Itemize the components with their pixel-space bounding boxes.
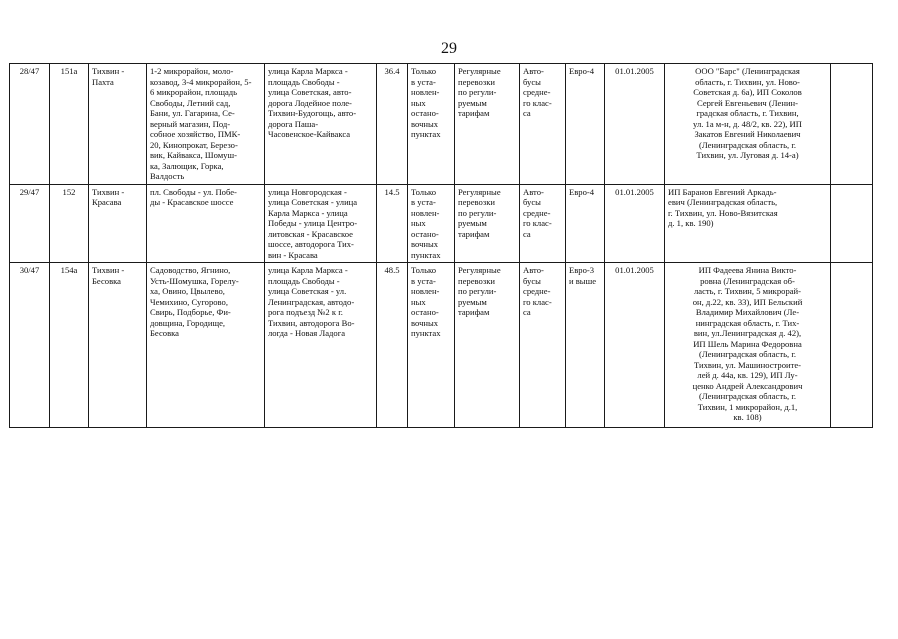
routes-table [9, 63, 873, 428]
stop-order: Только в уста- новлен- ных остано- вочных пунктах [408, 64, 455, 185]
start-date: 01.01.2005 [605, 184, 665, 263]
route-streets: улица Карла Маркса - площадь Свободы - улица Советская, авто- дорога Лодейное поле- Тихвин-Будогощь, авто- дорога Паша- Часовенское-Кайвакса [265, 64, 377, 185]
route-number: 151а [50, 64, 89, 185]
transport-type: Регулярные перевозки по регули- руемым тарифам [455, 184, 520, 263]
route-stops: Садоводство, Ягнино, Усть-Шомушка, Горелу- ха, Овино, Цвылево, Чемихино, Сугорово, Свирь, Подборье, Фи- довщина, Городище, Бесовка [147, 263, 265, 428]
route-streets: улица Карла Маркса - площадь Свободы - улица Советская - ул. Ленинградская, автодо- рога подъезд №2 к г. Тихвин, автодорога Во- логда - Новая Ладога [265, 263, 377, 428]
start-date: 01.01.2005 [605, 64, 665, 185]
route-stops: 1-2 микрорайон, моло- козавод, 3-4 микрорайон, 5- 6 микрорайон, площадь Свободы, Летний сад, Бани, ул. Гагарина, Се- верный магазин, Под- собное хозяйство, ПМК- 20, Кинопрокат, Березо- вик, Кайвакса, Шомуш- ка, Залющик, Горка, Валдость [147, 64, 265, 185]
table-row [10, 64, 873, 185]
eco-class: Евро-4 [566, 184, 605, 263]
start-date: 01.01.2005 [605, 263, 665, 428]
eco-class: Евро-4 [566, 64, 605, 185]
empty-cell [831, 184, 873, 263]
transport-type: Регулярные перевозки по регули- руемым тарифам [455, 263, 520, 428]
registry-number: 28/47 [10, 64, 50, 185]
route-number: 152 [50, 184, 89, 263]
route-name: Тихвин - Красава [89, 184, 147, 263]
empty-cell [831, 263, 873, 428]
empty-cell [831, 64, 873, 185]
stop-order: Только в уста- новлен- ных остано- вочных пунктах [408, 263, 455, 428]
carrier-info: ООО "Барс" (Ленинградская область, г. Тихвин, ул. Ново- Советская д. 6а), ИП Соколов Сергей Евгеньевич (Ленин- градская область, г. Тихвин, ул. 1а м-н, д. 48/2, кв. 22), ИП Закатов Евгений Николаевич (Ленинградская область, г. Тихвин, ул. Луговая д. 14-а) [665, 64, 831, 185]
route-length: 14.5 [377, 184, 408, 263]
table-row [10, 263, 873, 428]
page-number: 29 [441, 40, 457, 57]
vehicle-class: Авто- бусы средне- го клас- са [520, 64, 566, 185]
route-name: Тихвин - Пахта [89, 64, 147, 185]
registry-number: 29/47 [10, 184, 50, 263]
registry-number: 30/47 [10, 263, 50, 428]
route-length: 36.4 [377, 64, 408, 185]
carrier-info: ИП Баранов Евгений Аркадь- евич (Ленинградская область, г. Тихвин, ул. Ново-Вязитская д. 1, кв. 190) [665, 184, 831, 263]
stop-order: Только в уста- новлен- ных остано- вочных пунктах [408, 184, 455, 263]
table-row [10, 184, 873, 263]
route-stops: пл. Свободы - ул. Побе- ды - Красавское шоссе [147, 184, 265, 263]
carrier-info: ИП Фадеева Янина Викто- ровна (Ленинградская об- ласть, г. Тихвин, 5 микрорай- он, д.22, кв. 33), ИП Бельский Владимир Михайлович (Ле- нинградская область, г. Тих- вин, ул.Ленинградская д. 42), ИП Шель Марина Федоровна (Ленинградская область, г. Тихвин, ул. Машиностроите- лей д. 44а, кв. 129), ИП Лу- ценко Андрей Александрович (Ленинградская область, г. Тихвин, 1 микрорайон, д.1, кв. 108) [665, 263, 831, 428]
vehicle-class: Авто- бусы средне- го клас- са [520, 184, 566, 263]
route-number: 154а [50, 263, 89, 428]
transport-type: Регулярные перевозки по регули- руемым тарифам [455, 64, 520, 185]
route-streets: улица Новгородская - улица Советская - улица Карла Маркса - улица Победы - улица Центро- литовская - Красавское шоссе, автодорога Тих- вин - Красава [265, 184, 377, 263]
vehicle-class: Авто- бусы средне- го клас- са [520, 263, 566, 428]
route-name: Тихвин - Бесовка [89, 263, 147, 428]
eco-class: Евро-3 и выше [566, 263, 605, 428]
route-length: 48.5 [377, 263, 408, 428]
